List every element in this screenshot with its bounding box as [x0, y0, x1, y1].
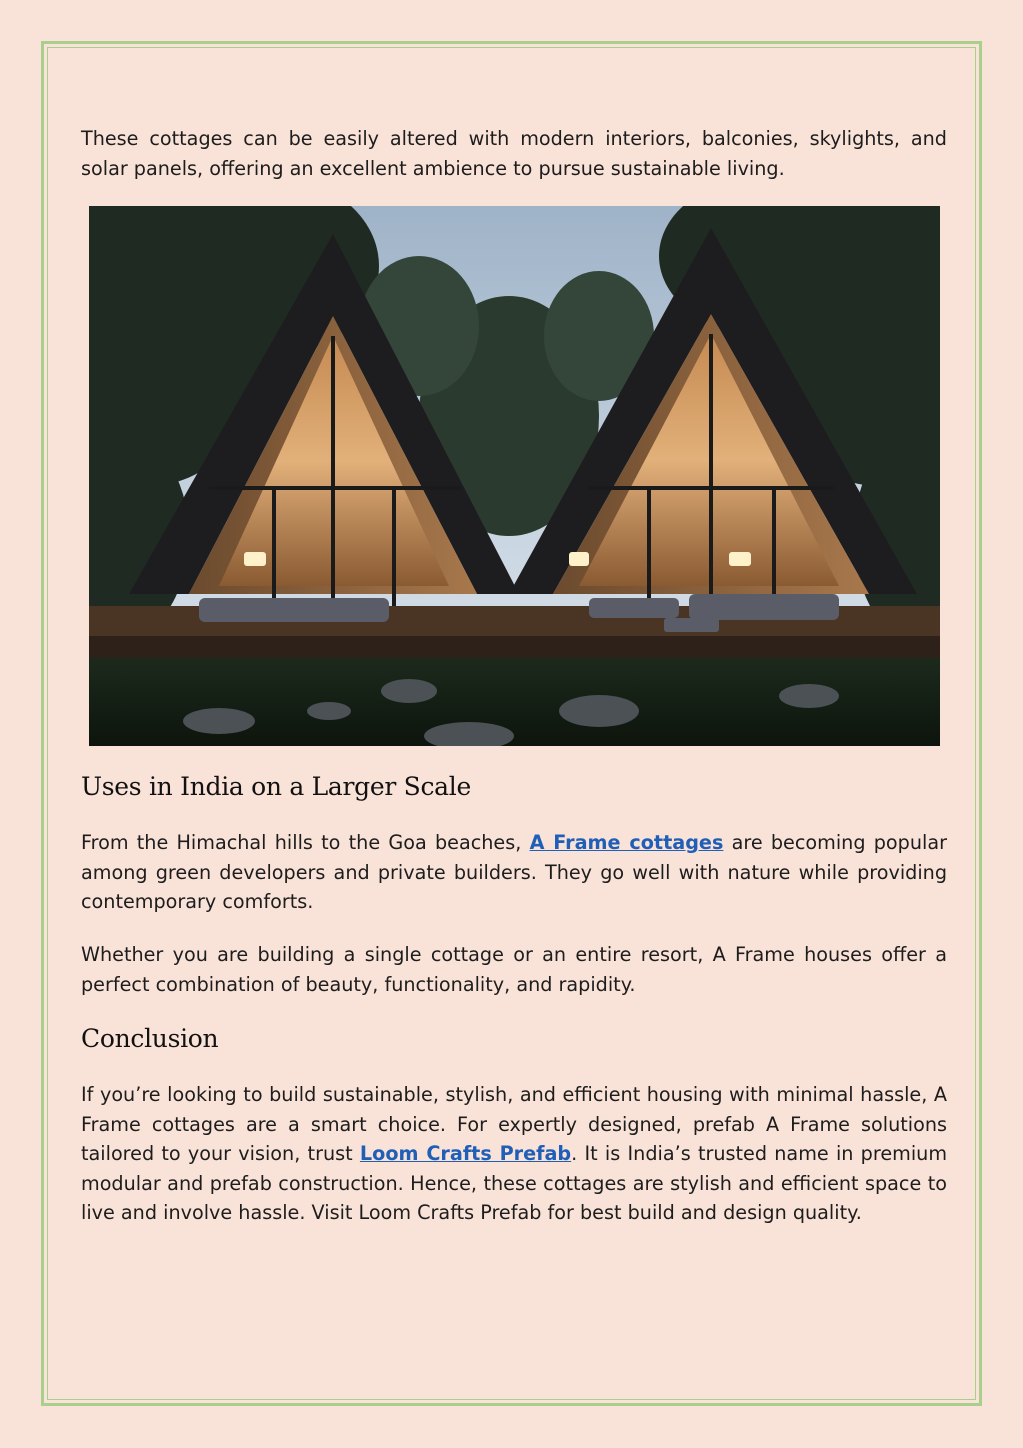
- loom-crafts-prefab-link[interactable]: Loom Crafts Prefab: [359, 1142, 572, 1165]
- intro-paragraph: These cottages can be easily altered with modern interiors, balconies, skylights, and solar panels, offering an excellent ambience to pursue sustainable living.: [81, 127, 947, 180]
- uses-paragraph-2: Whether you are building a single cottage or an entire resort, A Frame houses offer a perfect combination of beauty, functionality, and rapidity.: [81, 943, 947, 996]
- conclusion-heading: Conclusion: [81, 1024, 219, 1053]
- a-frame-cottages-link[interactable]: A Frame cottages: [529, 831, 724, 854]
- conclusion-paragraph: If you’re looking to build sustainable, stylish, and efficient housing with minimal hassle, A Frame cottages are a smart choice. For expertly designed, prefab A Frame solutions tailored to your vision, trust Loom Crafts Prefab. It is India’s trusted name in premium modular and prefab construction. Hence, these cottages are stylish and efficient space to live and involve hassle. Visit Loom Crafts Prefab for best build and design quality.: [81, 1083, 948, 1224]
- a-frame-cottages-photo: [89, 206, 940, 746]
- uses-paragraph-1: From the Himachal hills to the Goa beaches, A Frame cottages are becoming popular among green developers and private builders. They go well with nature while providing contemporary comforts.: [81, 831, 947, 913]
- uses-heading: Uses in India on a Larger Scale: [81, 772, 471, 801]
